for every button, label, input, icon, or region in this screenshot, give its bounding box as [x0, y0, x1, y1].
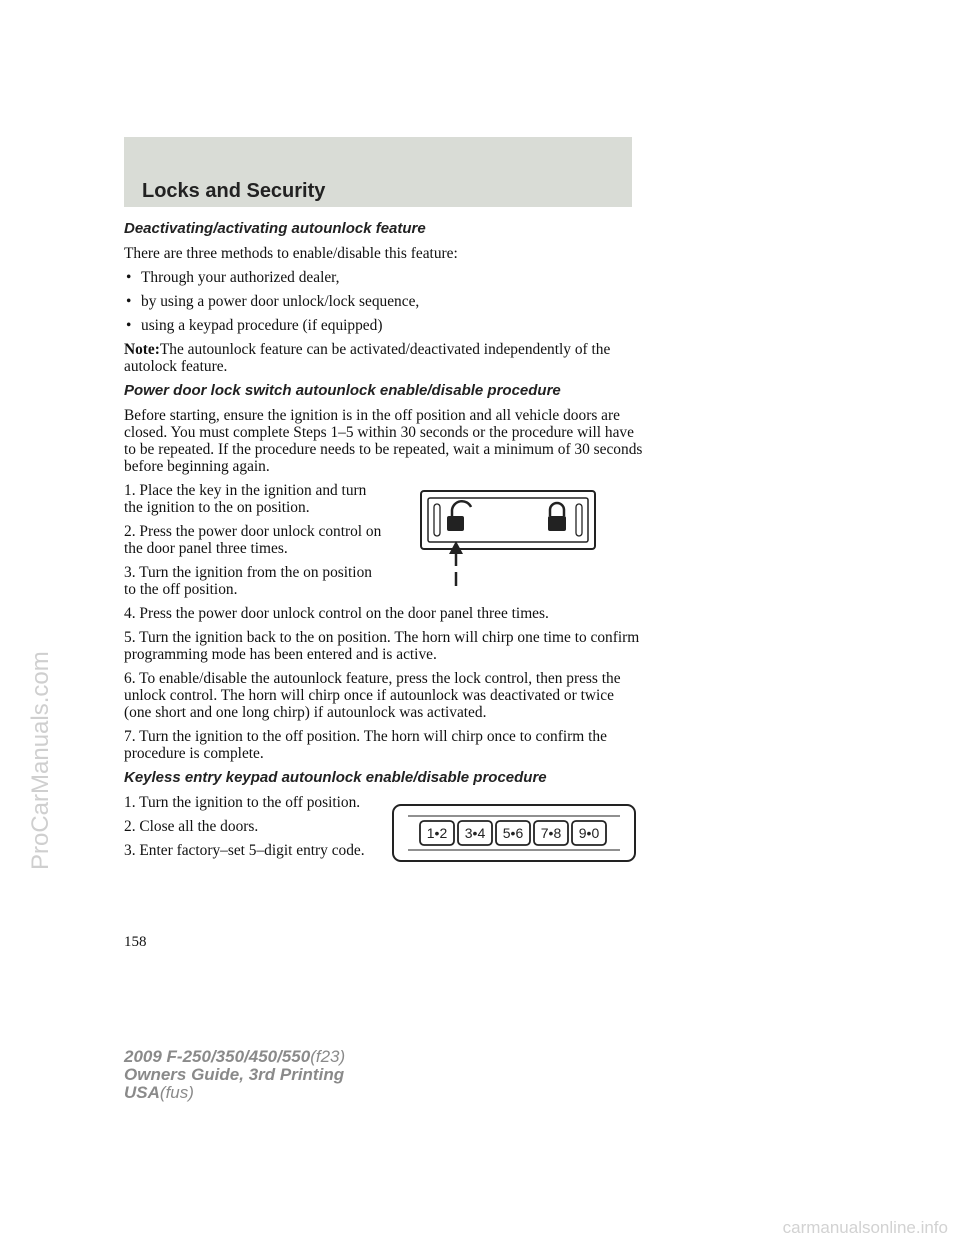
door-lock-switch-illustration [420, 490, 596, 590]
note-text: The autounlock feature can be activated/deactivated independently of the autolock feature. [124, 341, 611, 375]
methods-list [124, 269, 644, 334]
keypad-key-label: 7•8 [540, 825, 562, 841]
keypad-step-3: 3. Enter factory–set 5–digit entry code. [124, 842, 365, 859]
footer-line-printing: Owners Guide, 3rd Printing [124, 1065, 345, 1084]
keypad-step-1: 1. Turn the ignition to the off position. [124, 794, 361, 811]
watermark-site: carmanualsonline.info [782, 1218, 948, 1237]
step-7: 7. Turn the ignition to the off position. The horn will chirp once to confirm the procedure is complete. [124, 728, 607, 762]
page-number: 158 [124, 934, 147, 950]
section-header-band [124, 137, 632, 207]
list-item: • using a keypad procedure (if equipped) [126, 317, 383, 334]
steps-with-switch-figure [124, 482, 644, 598]
procedure-intro: Before starting, ensure the ignition is in the off position and all vehicle doors are closed. You must complete Steps 1–5 within 30 seconds or the procedure will have to be repeated. If the procedure needs to be repeated, wait a minimum of 30 seconds before beginning again. [124, 407, 643, 475]
keypad-key-label: 1•2 [426, 825, 448, 841]
bullet-glyph: • [126, 269, 132, 286]
keypad-key [420, 821, 454, 845]
bullet-glyph: • [126, 317, 132, 334]
keypad-illustration [392, 804, 636, 862]
step-6: 6. To enable/disable the autounlock feature, press the lock control, then press the unlock control. The horn will chirp once if autounlock was deactivated or twice (one short and one long chirp) if autounlock was activated. [124, 670, 621, 721]
keypad-key [496, 821, 530, 845]
keypad-key-label: 9•0 [578, 825, 600, 841]
methods-intro: There are three methods to enable/disable this feature: [124, 245, 458, 262]
step-4: 4. Press the power door unlock control on the door panel three times. [124, 605, 549, 622]
watermark-vertical: ProCarManuals.com [27, 651, 54, 870]
footer-line-region: USA(fus) [124, 1083, 194, 1102]
heading-deactivating-autounlock: Deactivating/activating autounlock feature [124, 220, 426, 237]
step-3: 3. Turn the ignition from the on position to the off position. [124, 564, 372, 598]
keypad-key-label: 5•6 [502, 825, 524, 841]
heading-power-door-lock-procedure: Power door lock switch autounlock enable/disable procedure [124, 382, 561, 399]
note-label: Note: [124, 341, 160, 358]
page-section-title: Locks and Security [142, 180, 326, 202]
note-paragraph [124, 341, 644, 375]
step-5: 5. Turn the ignition back to the on position. The horn will chirp one time to confirm programming mode has been entered and is active. [124, 629, 640, 663]
page-content [124, 220, 644, 866]
steps-with-keypad-figure [124, 794, 644, 859]
bullet-glyph: • [126, 293, 132, 310]
keypad-key [458, 821, 492, 845]
heading-keypad-procedure: Keyless entry keypad autounlock enable/disable procedure [124, 769, 547, 786]
keypad-key-label: 3•4 [464, 825, 486, 841]
list-item: • Through your authorized dealer, [126, 269, 340, 286]
footer-line-model: 2009 F-250/350/450/550(f23) [124, 1047, 346, 1066]
step-2: 2. Press the power door unlock control on the door panel three times. [124, 523, 382, 557]
step-1: 1. Place the key in the ignition and turn the ignition to the on position. [124, 482, 367, 516]
document-footer [124, 1048, 345, 1102]
keypad-key [572, 821, 606, 845]
keypad-step-2: 2. Close all the doors. [124, 818, 259, 835]
keypad-key [534, 821, 568, 845]
list-item: • by using a power door unlock/lock sequence, [126, 293, 420, 310]
